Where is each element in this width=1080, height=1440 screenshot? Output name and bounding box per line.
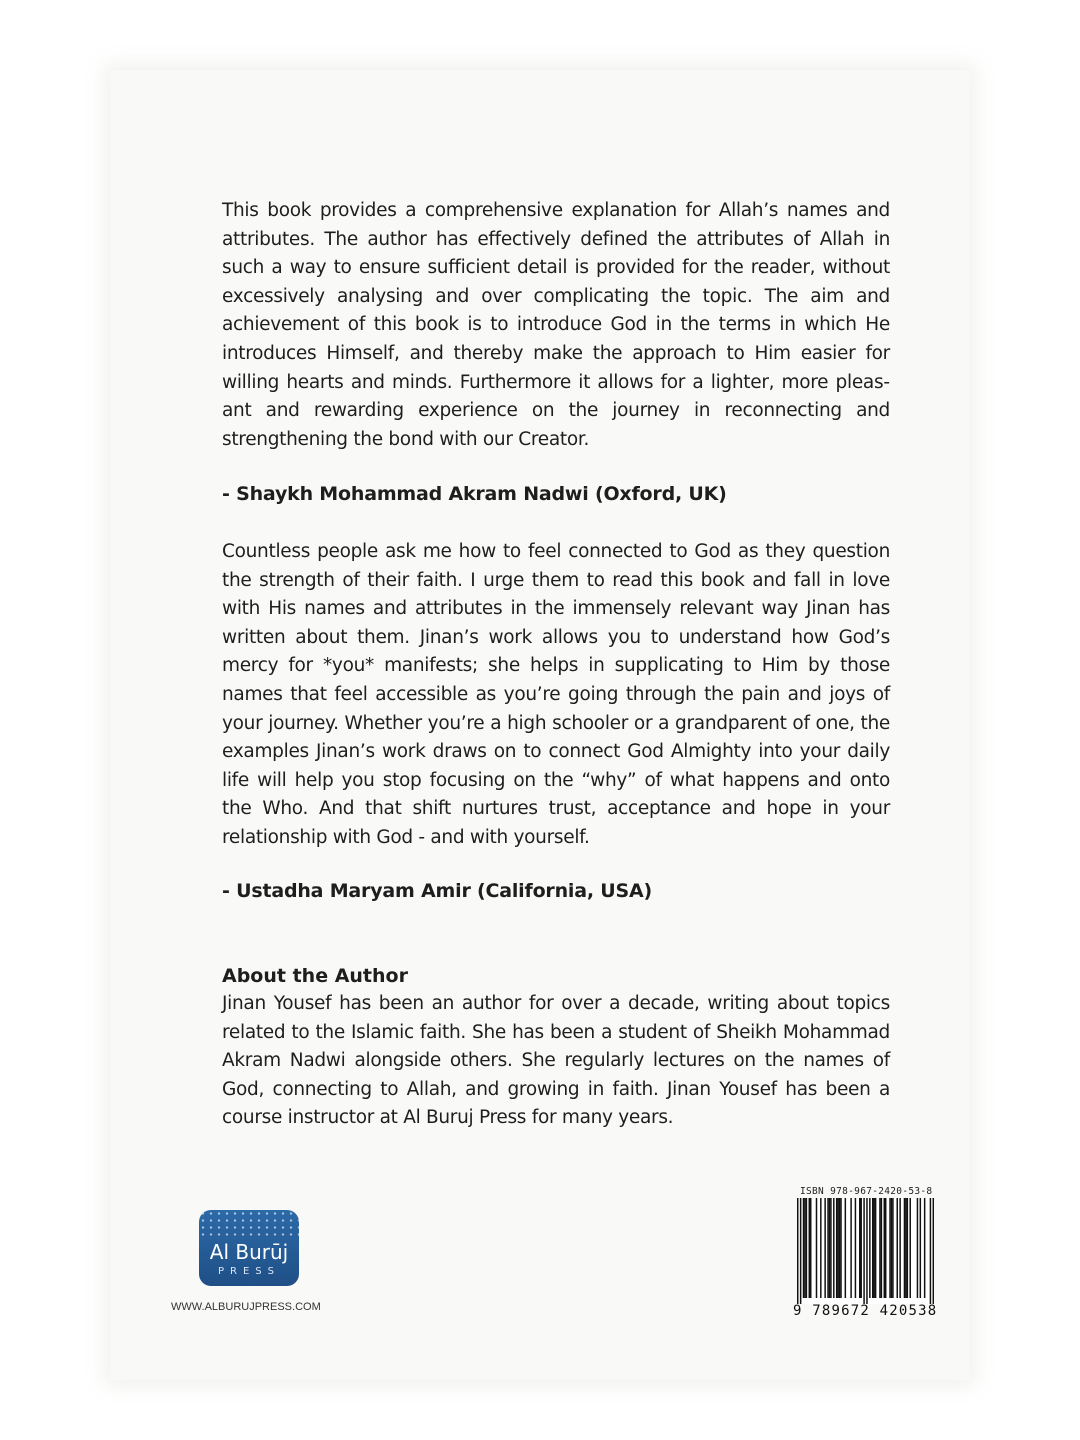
review-2-attribution-wrap xyxy=(222,880,890,902)
barcode-bar xyxy=(836,1198,837,1298)
barcode-bar xyxy=(820,1198,821,1298)
barcode-digits: 9 789672 420538 xyxy=(793,1303,938,1319)
barcode-bar xyxy=(891,1198,892,1298)
review-2 xyxy=(222,538,890,853)
review-1-attribution-wrap xyxy=(222,483,890,505)
logo-star-pattern xyxy=(199,1210,299,1240)
barcode-bar xyxy=(816,1198,817,1298)
barcode xyxy=(797,1198,934,1304)
barcode-bar xyxy=(830,1198,831,1298)
barcode-bar xyxy=(905,1198,906,1298)
barcode-bar xyxy=(806,1198,807,1298)
about-author-text: Jinan Yousef has been an author for over a decade, writing about topics related to the Islamic faith. She has been a student of Sheikh Mohammad Akram Nadwi alongside others. She regularly lectures on the names of God, connecting to Allah, and growing in faith. Jinan Yousef has been a course instructor at Al Buruj Press for many years. xyxy=(222,993,890,1129)
barcode-bar xyxy=(863,1198,864,1304)
barcode-bar xyxy=(924,1198,925,1298)
review-2-text: Countless people ask me how to feel connected to God as they question the strength of their faith. I urge them to read this book and fall in love with His names and attributes in the immensely relevant way Jinan has written about them. Jinan’s work allows you to understand how God’s mercy for *you* manifests; she helps in supplicating to Him by those names that feel accessible as you’re going through the pain and joys of your journey. Whether you’re a high schooler or a grandparent of one, the examples Jinan’s work draws on to connect God Almighty into your daily life will help you stop focusing on the “why” of what happens and onto the Who. And that shift nurtures trust, acceptance and hope in your relationship with God - and with yourself. xyxy=(222,541,890,848)
barcode-bar xyxy=(804,1198,805,1298)
barcode-bar xyxy=(839,1198,840,1298)
barcode-bar xyxy=(897,1198,898,1298)
barcode-bar xyxy=(884,1198,885,1298)
publisher-website: WWW.ALBURUJPRESS.COM xyxy=(171,1301,321,1313)
barcode-bar xyxy=(907,1198,908,1298)
barcode-bar xyxy=(827,1198,828,1298)
review-1-text: This book provides a comprehensive explanation for Allah’s names and attributes. The author has effectively defined the attributes of Allah in such a way to ensure sufficient detail is provided for the reader, without excessively analysing and over complicating the topic. The aim and achievement of this book is to introduce God in the terms in which He introduces Himself, and thereby make the approach to Him easier for willing hearts and minds. Furthermore it allows for a lighter, more pleasant and rewarding experience on the journey in reconnecting and strengthening the bond with our Creator. xyxy=(222,200,890,450)
barcode-bar xyxy=(833,1198,834,1298)
barcode-bar xyxy=(869,1198,870,1298)
review-1 xyxy=(222,197,890,454)
barcode-bar xyxy=(873,1198,874,1298)
barcode-bar xyxy=(824,1198,825,1298)
barcode-bar xyxy=(909,1198,910,1298)
barcode-bar xyxy=(879,1198,880,1298)
logo-sub: PRESS xyxy=(218,1266,280,1277)
barcode-bar xyxy=(860,1198,861,1298)
barcode-bar xyxy=(875,1198,876,1298)
barcode-bar xyxy=(829,1198,830,1298)
barcode-bar xyxy=(917,1198,918,1298)
barcode-bar xyxy=(899,1198,900,1298)
about-author-section xyxy=(222,962,890,1133)
barcode-bar xyxy=(800,1198,801,1304)
about-author-heading: About the Author xyxy=(222,965,408,987)
isbn-label: ISBN 978-967-2420-53-8 xyxy=(800,1186,933,1197)
barcode-bar xyxy=(889,1198,890,1298)
barcode-bar xyxy=(866,1198,867,1304)
review-2-attribution: - Ustadha Maryam Amir (California, USA) xyxy=(222,880,652,902)
barcode-bar xyxy=(855,1198,856,1298)
review-1-attribution: - Shaykh Mohammad Akram Nadwi (Oxford, UK) xyxy=(222,483,727,505)
barcode-bar xyxy=(840,1198,841,1298)
barcode-bar xyxy=(881,1198,882,1298)
barcode-bar xyxy=(809,1198,810,1298)
barcode-bar xyxy=(797,1198,798,1304)
logo-name: Al Burūj xyxy=(209,1240,289,1264)
barcode-bar xyxy=(920,1198,921,1298)
barcode-bar xyxy=(892,1198,893,1298)
barcode-bar xyxy=(904,1198,905,1298)
barcode-bar xyxy=(885,1198,886,1298)
barcode-bar xyxy=(850,1198,851,1298)
barcode-bar xyxy=(930,1198,931,1304)
barcode-bar xyxy=(810,1198,811,1298)
barcode-bar xyxy=(837,1198,838,1298)
barcode-bar xyxy=(933,1198,934,1304)
barcode-bar xyxy=(845,1198,846,1298)
barcode-bar xyxy=(859,1198,860,1298)
barcode-bar xyxy=(872,1198,873,1298)
publisher-logo xyxy=(199,1210,299,1286)
barcode-bar xyxy=(803,1198,804,1298)
